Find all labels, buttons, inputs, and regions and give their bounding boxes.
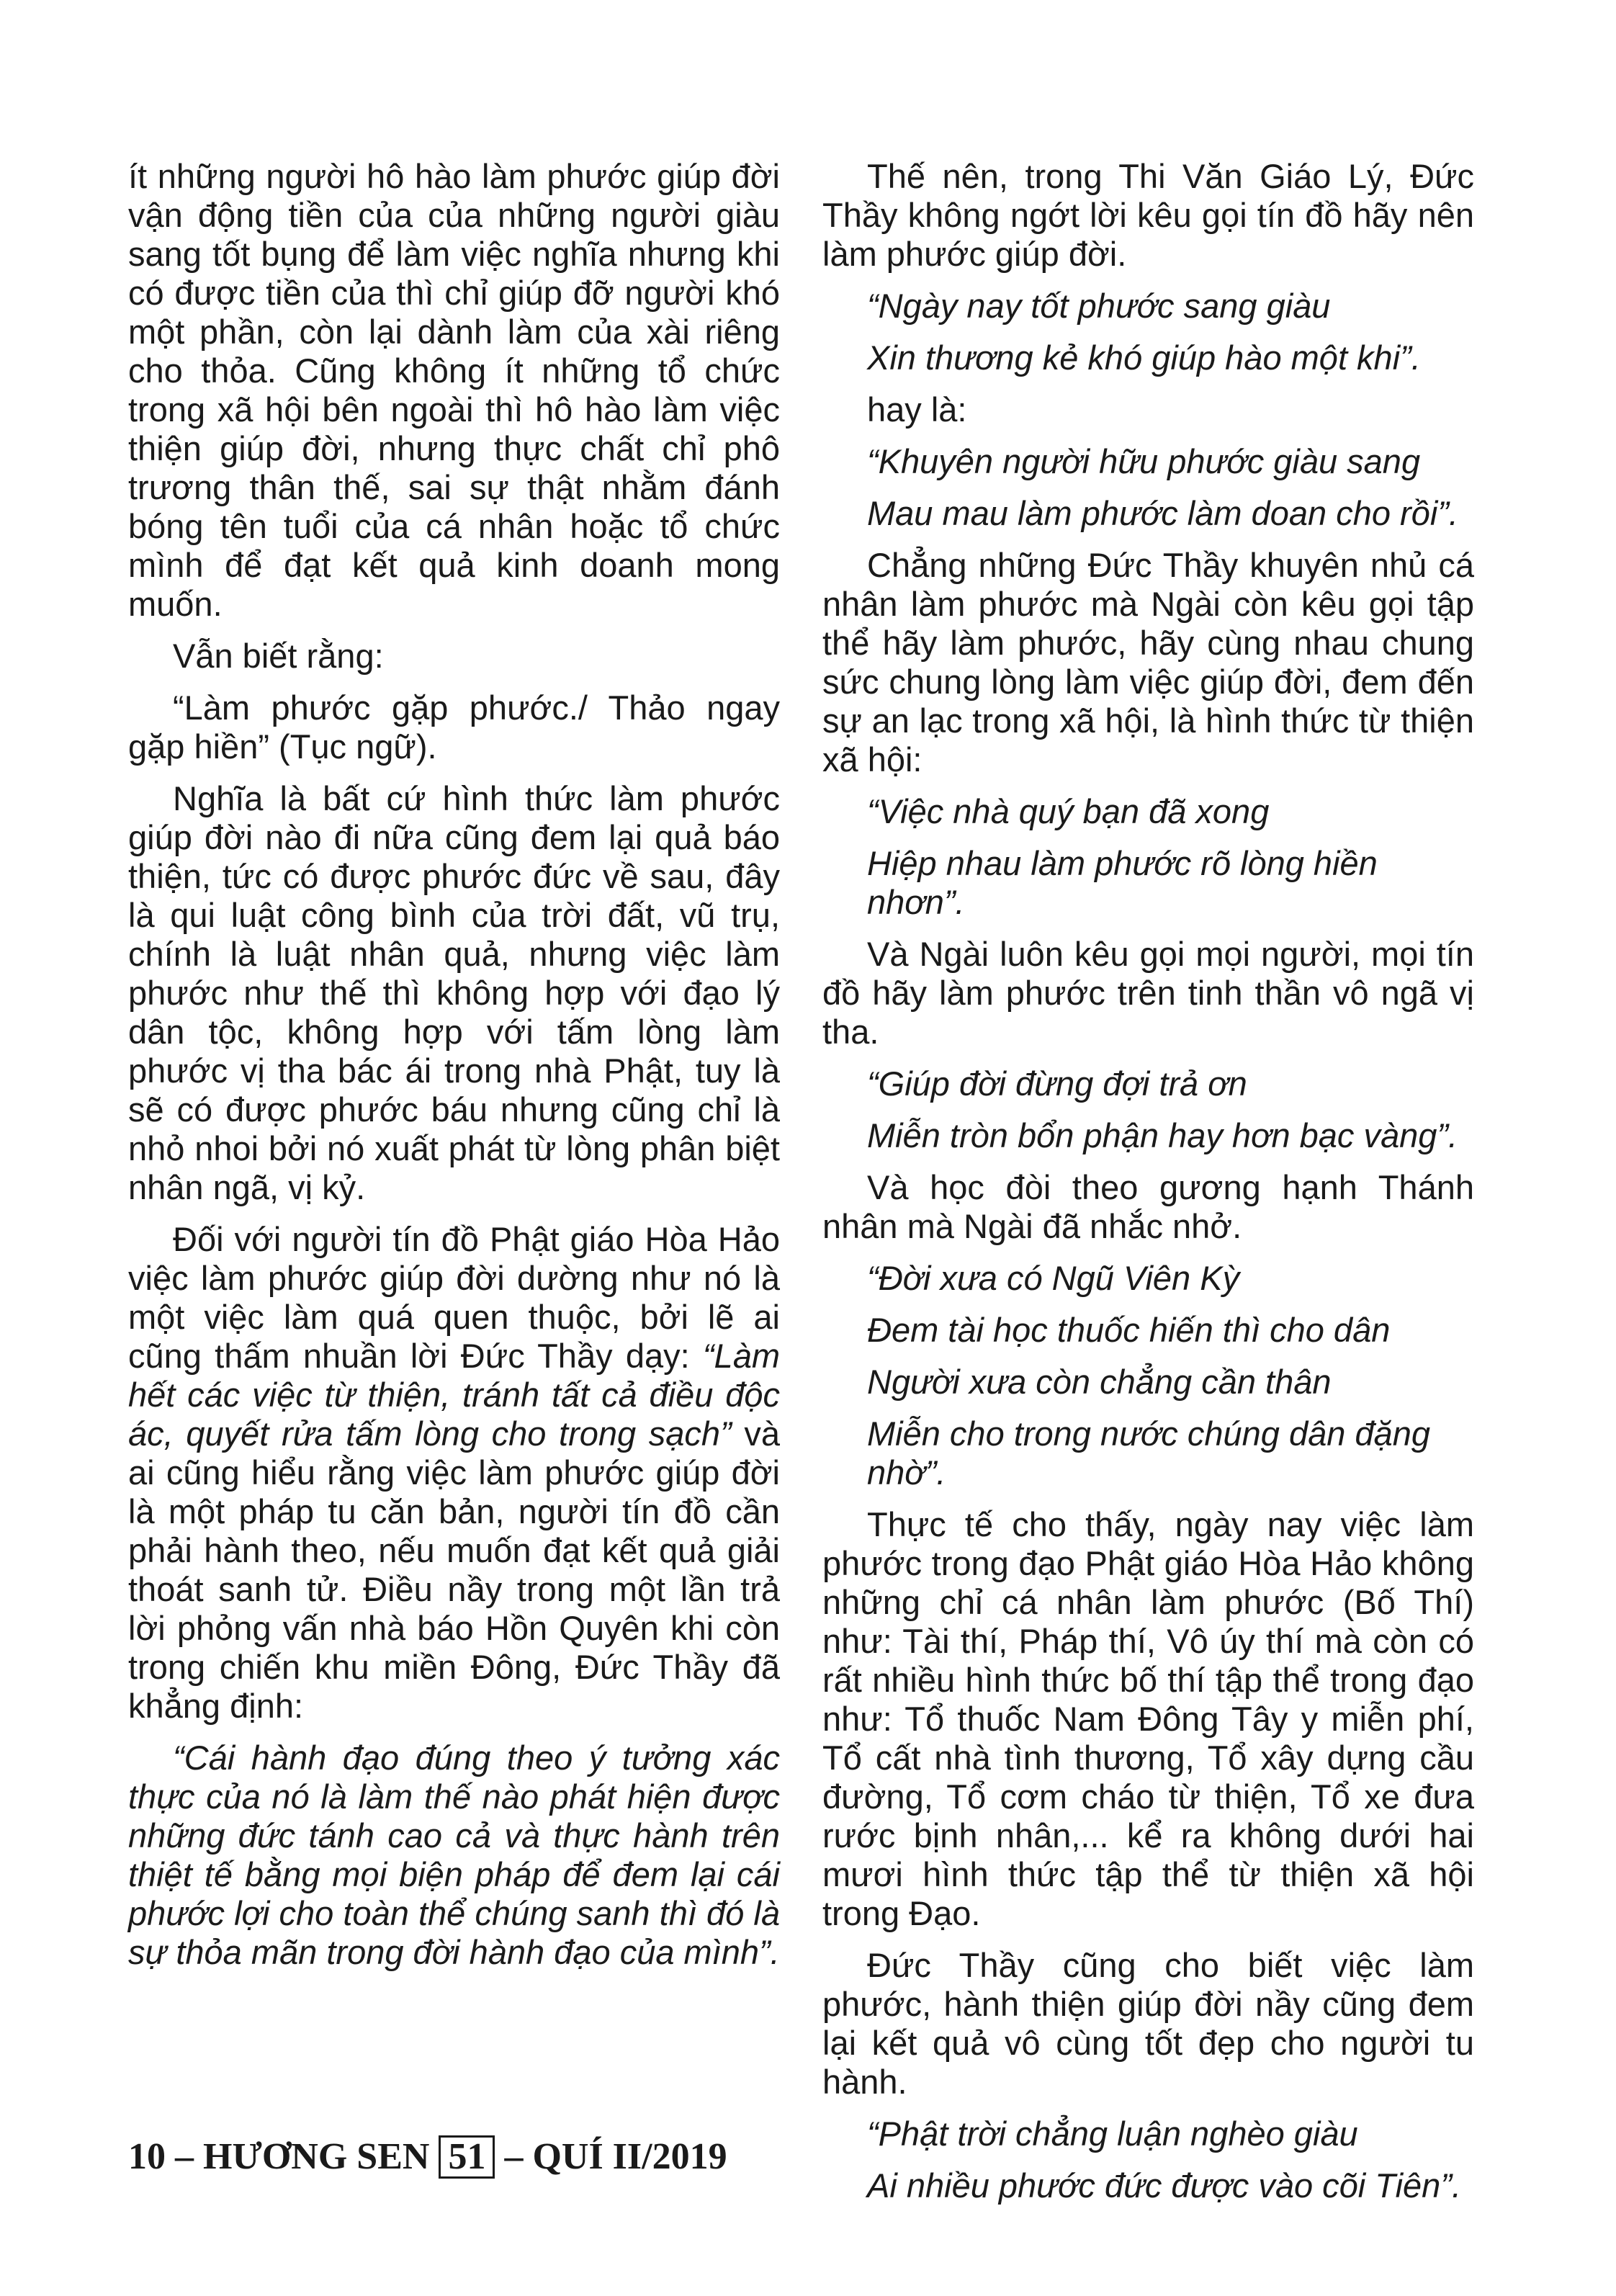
magazine-title: HƯƠNG SEN bbox=[203, 2136, 430, 2177]
quoted-teaching: “Làm hết các việc từ thiện, tránh tất cả điều độc ác, quyết rửa tấm lòng cho trong sạch” bbox=[128, 1337, 780, 1453]
paragraph: Và học đòi theo gương hạnh Thánh nhân mà Ngài đã nhắc nhở. bbox=[822, 1168, 1474, 1245]
paragraph-text: Đối với người tín đồ Phật giáo Hòa Hảo việc làm phước giúp đời dường như nó là một việc làm quá quen thuộc, bởi lẽ ai cũng thấm nhuần lời Đức Thầy dạy: bbox=[128, 1220, 780, 1375]
paragraph: ít những người hô hào làm phước giúp đời vận động tiền của của những người giàu sang tốt bụng để làm việc nghĩa nhưng khi có được tiền của thì chỉ giúp đỡ người khó một phần, còn lại dành làm của xài riêng cho thỏa. Cũng không ít những tổ chức trong xã hội bên ngoài thì hô hào làm việc thiện giúp đời, nhưng thực chất chỉ phô trương thân thế, sai sự thật nhằm đánh bóng tên tuổi của cá nhân hoặc tổ chức mình để đạt kết quả kinh doanh mong muốn. bbox=[128, 157, 780, 623]
verse-line: Mau mau làm phước làm doan cho rồi”. bbox=[867, 494, 1458, 532]
verse-line: “Đời xưa có Ngũ Viên Kỳ bbox=[867, 1259, 1240, 1297]
footer-dash: – bbox=[504, 2136, 524, 2177]
paragraph: Thực tế cho thấy, ngày nay việc làm phước trong đạo Phật giáo Hòa Hảo không những chỉ cá nhân làm phước (Bố Thí) như: Tài thí, Pháp thí, Vô úy thí mà còn có rất nhiều hình thức bố thí tập thể trong đạo như: Tổ thuốc Nam Đông Tây y miễn phí, Tổ cất nhà tình thương, Tổ xây dựng cầu đường, Tổ cơm cháo từ thiện, Tổ xe đưa rước bịnh nhân,... kể ra không dưới hai mươi hình thức tập thể từ thiện xã hội trong Đạo. bbox=[822, 1505, 1474, 1932]
paragraph: Thế nên, trong Thi Văn Giáo Lý, Đức Thầy không ngớt lời kêu gọi tín đồ hãy nên làm phước giúp đời. bbox=[822, 157, 1474, 273]
verse-line: Miễn cho trong nước chúng dân đặng nhờ”. bbox=[867, 1414, 1430, 1492]
verse-line: “Việc nhà quý bạn đã xong bbox=[867, 792, 1270, 830]
issue-quarter: QUÍ II/2019 bbox=[532, 2136, 727, 2177]
verse-line: “Giúp đời đừng đợi trả ơn bbox=[867, 1064, 1247, 1103]
paragraph: “Làm phước gặp phước./ Thảo ngay gặp hiền” (Tục ngữ). bbox=[128, 689, 780, 766]
paragraph: Nghĩa là bất cứ hình thức làm phước giúp đời nào đi nữa cũng đem lại quả báo thiện, tức có được phước đức về sau, đây là qui luật công bình của trời đất, vũ trụ, chính là luật nhân quả, nhưng việc làm phước như thế thì không hợp với đạo lý dân tộc, không hợp với tấm lòng làm phước vị tha bác ái trong nhà Phật, tuy là sẽ có được phước báu nhưng cũng chỉ là nhỏ nhoi bởi nó xuất phát từ lòng phân biệt nhân ngã, vị kỷ. bbox=[128, 779, 780, 1206]
paragraph: Và Ngài luôn kêu gọi mọi người, mọi tín đồ hãy làm phước trên tinh thần vô ngã vị tha. bbox=[822, 935, 1474, 1051]
left-column bbox=[128, 157, 780, 1985]
right-column bbox=[822, 157, 1474, 2218]
verse-line: Hiệp nhau làm phước rõ lòng hiền nhơn”. bbox=[867, 844, 1378, 921]
verse-line: Ai nhiều phước đức được vào cõi Tiên”. bbox=[867, 2166, 1462, 2205]
verse-line: Đem tài học thuốc hiến thì cho dân bbox=[867, 1311, 1391, 1349]
paragraph bbox=[128, 1220, 780, 1726]
verse-line: Người xưa còn chẳng cần thân bbox=[867, 1363, 1332, 1401]
verse-line: Xin thương kẻ khó giúp hào một khi”. bbox=[867, 338, 1421, 377]
verse-line: “Khuyên người hữu phước giàu sang bbox=[867, 442, 1421, 480]
verse-line: “Ngày nay tốt phước sang giàu bbox=[867, 287, 1331, 325]
page-number: 10 bbox=[128, 2136, 166, 2177]
paragraph: Chẳng những Đức Thầy khuyên nhủ cá nhân làm phước mà Ngài còn kêu gọi tập thể hãy làm phước, hãy cùng nhau chung sức chung lòng làm việc giúp đời, đem đến sự an lạc trong xã hội, là hình thức từ thiện xã hội: bbox=[822, 546, 1474, 779]
footer-dash: – bbox=[175, 2136, 194, 2177]
paragraph: hay là: bbox=[867, 390, 967, 429]
page-footer bbox=[128, 2135, 727, 2179]
quote-paragraph: “Cái hành đạo đúng theo ý tưởng xác thực của nó là làm thế nào phát hiện được những đức tánh cao cả và thực hành trên thiệt tế bằng mọi biện pháp để đem lại cái phước lợi cho toàn thể chúng sanh thì đó là sự thỏa mãn trong đời hành đạo của mình”. bbox=[128, 1739, 780, 1971]
verse-line: “Phật trời chẳng luận nghèo giàu bbox=[867, 2115, 1358, 2153]
paragraph: Vẫn biết rằng: bbox=[173, 637, 384, 675]
paragraph: Đức Thầy cũng cho biết việc làm phước, hành thiện giúp đời nầy cũng đem lại kết quả vô cùng tốt đẹp cho người tu hành. bbox=[822, 1946, 1474, 2101]
paragraph-text: và ai cũng hiểu rằng việc làm phước giúp đời là một pháp tu căn bản, người tín đồ cần phải hành theo, nếu muốn đạt kết quả giải thoát sanh tử. Điều nầy trong một lần trả lời phỏng vấn nhà báo Hồn Quyên khi còn trong chiến khu miền Đông, Đức Thầy đã khẳng định: bbox=[128, 1414, 781, 1725]
verse-line: Miễn tròn bổn phận hay hơn bạc vàng”. bbox=[867, 1116, 1458, 1154]
issue-number: 51 bbox=[439, 2135, 495, 2179]
